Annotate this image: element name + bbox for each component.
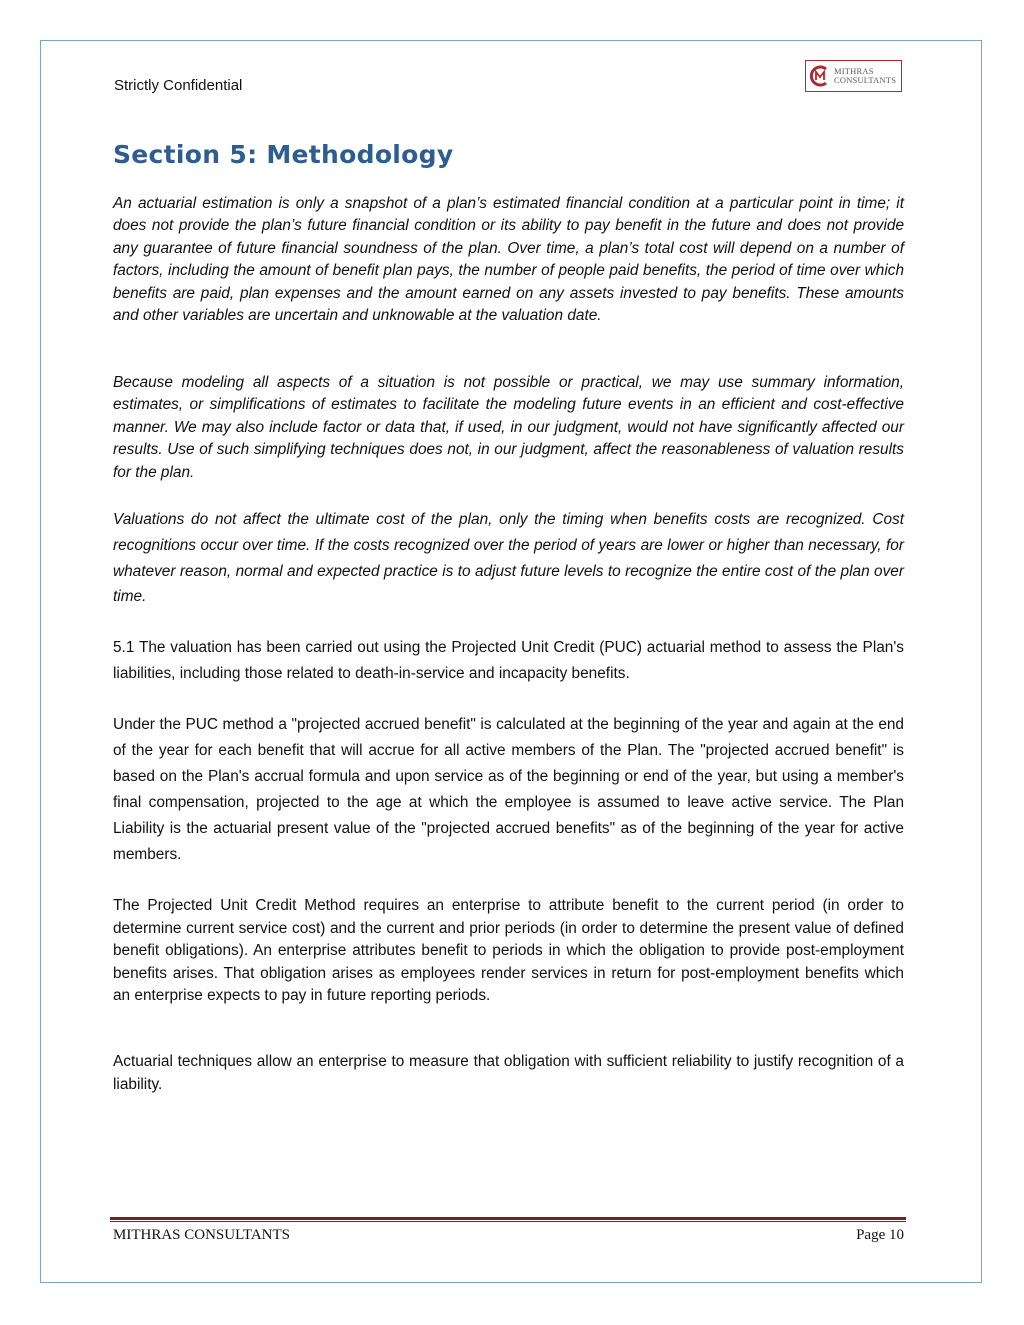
page-number: Page 10 — [856, 1227, 904, 1243]
footer-divider — [110, 1217, 906, 1220]
paragraph-snapshot: An actuarial estimation is only a snapshot of a plan’s estimated financial condition at a particular point in time; it does not provide the plan’s future financial condition or its ability to pay benefit in the future and does not provide any guarantee of future financial soundness of the plan. Over time, a plan’s total cost will depend on a number of factors, including the amount of benefit plan pays, the number of people paid benefits, the period of time over which benefits are paid, plan expenses and the amount earned on any assets invested to pay benefits. These amounts and other variables are uncertain and unknowable at the valuation date. — [113, 195, 904, 325]
confidential-label: Strictly Confidential — [114, 77, 243, 94]
section-title: Section 5: Methodology — [113, 140, 454, 169]
footer-divider-thin — [110, 1221, 906, 1222]
logo-line1: MITHRAS — [834, 66, 874, 76]
paragraph-puc-method: 5.1 The valuation has been carried out using the Projected Unit Credit (PUC) actuarial method to assess the Plan's liabilities, including those related to death-in-service and incapacity benefits. — [113, 639, 904, 682]
logo-text — [834, 67, 896, 85]
paragraph-projected-unit-credit: The Projected Unit Credit Method requires an enterprise to attribute benefit to the current period (in order to determine current service cost) and the current and prior periods (in order to determine the present value of defined benefit obligations). An enterprise attributes benefit to periods in which the obligation to provide post-employment benefits arises. That obligation arises as employees render services in return for post-employment benefits which an enterprise expects to pay in future reporting periods. — [113, 897, 904, 1005]
paragraph-modeling: Because modeling all aspects of a situation is not possible or practical, we may use summary information, estimates, or simplifications of estimates to facilitate the modeling future events in an efficient and cost-effective manner. We may also include factor or data that, if used, in our judgment, would not have significantly affected our results. Use of such simplifying techniques does not, in our judgment, affect the reasonableness of valuation results for the plan. — [113, 374, 904, 481]
paragraph-actuarial-techniques: Actuarial techniques allow an enterprise to measure that obligation with sufficient reliability to justify recognition of a liability. — [113, 1053, 904, 1093]
paragraph-projected-accrued-benefit: Under the PUC method a "projected accrued benefit" is calculated at the beginning of the year and again at the end of the year for each benefit that will accrue for all active members of the Plan. The "projected accrued benefit" is based on the Plan's accrual formula and upon service as of the beginning or end of the year, but using a member's final compensation, projected to the age at which the employee is assumed to leave active service. The Plan Liability is the actuarial present value of the "projected accrued benefits" as of the beginning of the year for active members. — [113, 716, 904, 863]
company-logo — [805, 60, 902, 92]
logo-line2: CONSULTANTS — [834, 75, 897, 85]
paragraph-valuations: Valuations do not affect the ultimate cost of the plan, only the timing when benefits costs are recognized. Cost recognitions occur over time. If the costs recognized over the period of years are lower or higher than necessary, for whatever reason, normal and expected practice is to adjust future levels to recognize the entire cost of the plan over time. — [113, 511, 904, 606]
mithras-logo-icon — [809, 65, 831, 87]
footer-company: MITHRAS CONSULTANTS — [113, 1227, 291, 1243]
